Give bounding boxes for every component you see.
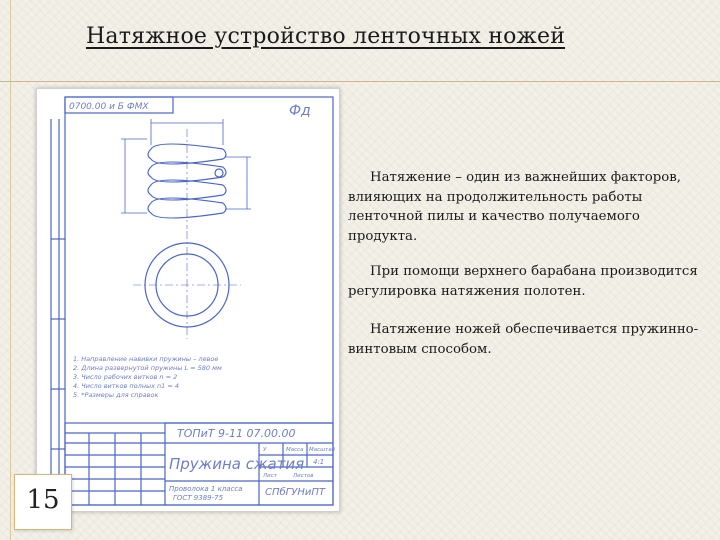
title-block-doc-code: ТОПиТ 9-11 07.00.00 [177, 427, 296, 440]
drawing-header-code: 0700.00 и Б ФМХ [69, 102, 149, 112]
title-divider [0, 81, 720, 82]
title-block-material-1: Проволока 1 класса [169, 485, 243, 493]
drawing-corner-mark: Фд [289, 103, 311, 119]
drawing-note-2: 2. Длина развернутой пружины L = 580 мм [73, 364, 222, 372]
title-block-scale-value: 4:1 [313, 458, 325, 466]
title-block-mass-label: Масса [286, 447, 304, 453]
spring-technical-drawing [36, 88, 340, 512]
drawing-svg [37, 89, 339, 511]
drawing-note-3: 3. Число рабочих витков n = 2 [73, 373, 178, 381]
page-number-badge [14, 474, 72, 530]
drawing-note-5: 5. *Размеры для справок [73, 391, 159, 399]
title-block-sheet-label: Лист [263, 473, 277, 479]
title-block-org: СПбГУНиПТ [265, 487, 325, 498]
title-block-part-name: Пружина сжатия [169, 455, 305, 473]
paragraph-tension-importance [348, 168, 704, 246]
slide-title: Натяжное устройство ленточных ножей [86, 24, 566, 49]
title-block-sheets-label: Листов [293, 473, 314, 479]
paragraph-upper-drum [348, 262, 704, 301]
title-block-scale-label: Масштаб [309, 447, 336, 453]
drawing-note-1: 1. Направление навивки пружины – левое [73, 355, 219, 363]
paragraph-1-text: Натяжение – один из важнейших факторов, влияющих на продолжительность работы ленточной пилы и качество получаемого продукта. [348, 170, 681, 244]
spring-end-view [133, 231, 241, 339]
drawing-frame [65, 97, 333, 505]
paragraph-spring-screw [348, 320, 704, 359]
title-block-lit: У [263, 447, 267, 453]
page-number: 15 [26, 485, 60, 515]
title-block-material-2: ГОСТ 9389-75 [173, 494, 224, 502]
paragraph-2-text: При помощи верхнего барабана производится регулировка натяжения полотен. [348, 264, 698, 299]
paragraph-3-text: Натяжение ножей обеспечивается пружинно-винтовым способом. [348, 322, 699, 357]
drawing-note-4: 4. Число витков полных n1 = 4 [73, 382, 180, 390]
